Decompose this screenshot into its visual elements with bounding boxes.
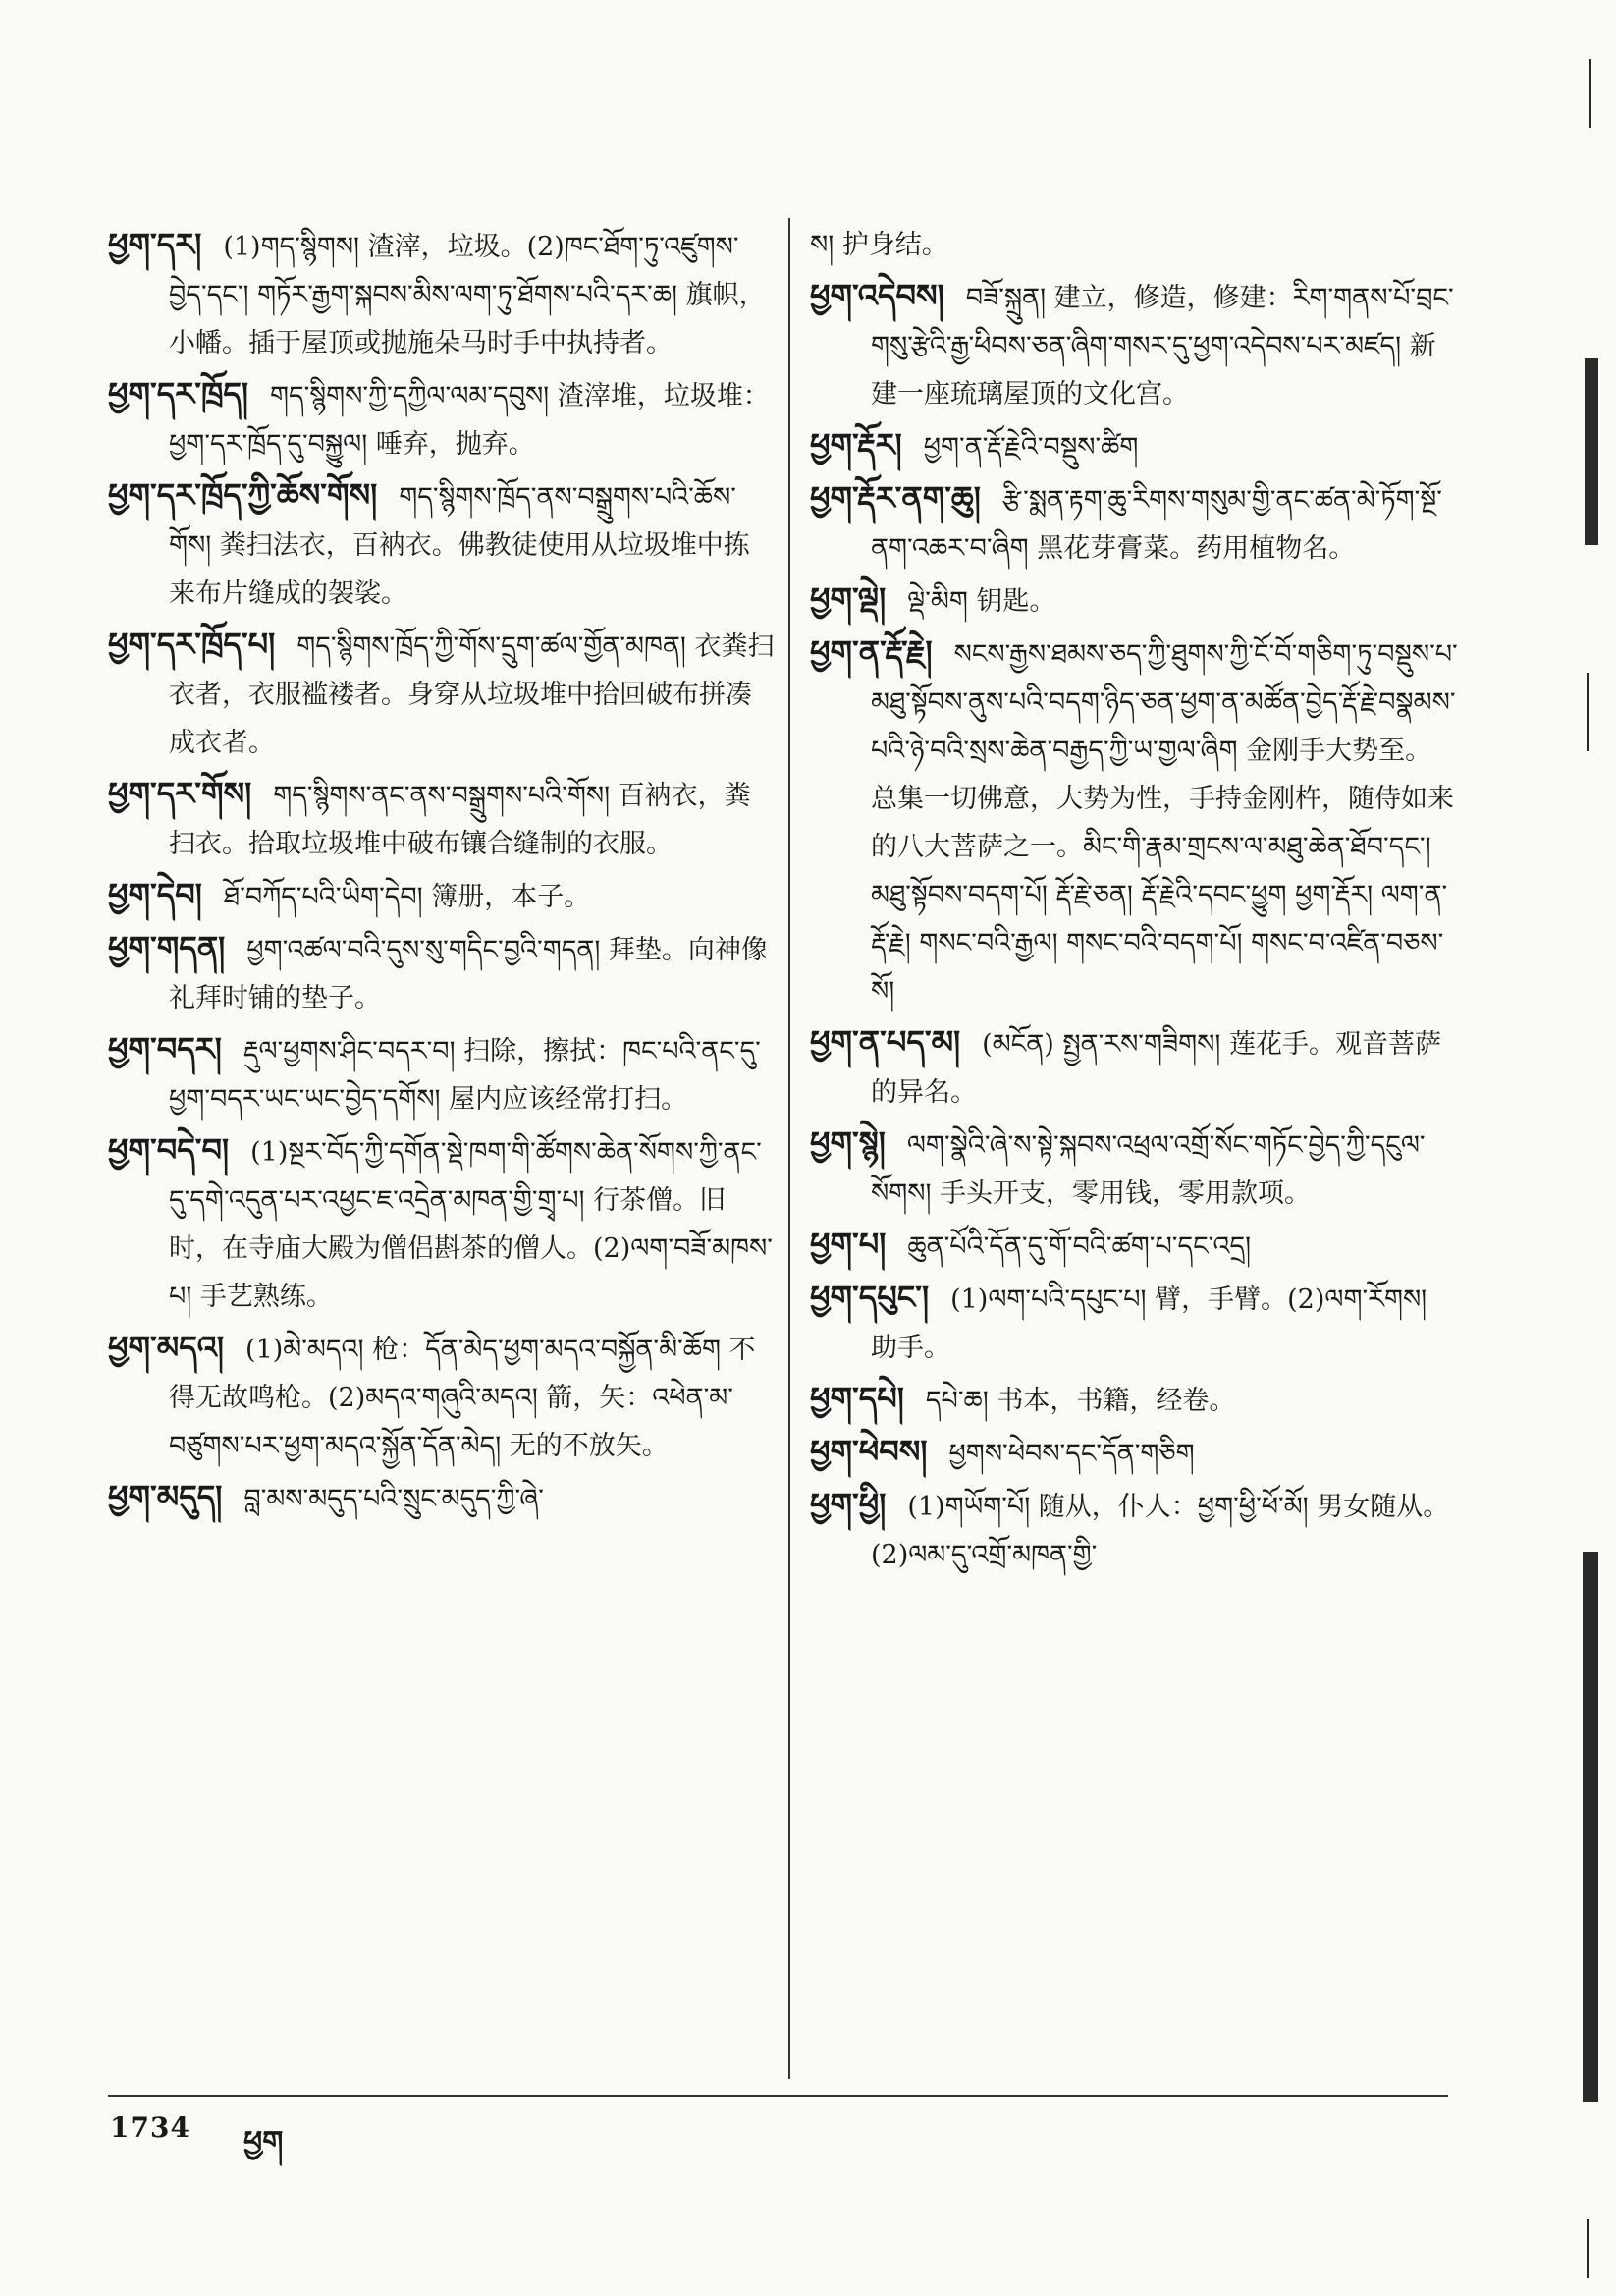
dictionary-entry xyxy=(810,1018,1458,1117)
headword: ཕྱག་དར། xyxy=(108,226,202,263)
definition: ཐོ་བཀོད་པའི་ཡིག་དེབ། 簿册，本子。 xyxy=(223,882,591,912)
dictionary-entry xyxy=(108,871,776,921)
dictionary-entry xyxy=(810,629,1458,1015)
definition: གད་སྙིགས་ཁྲོད་ནས་བསྒྲུགས་པའི་ཆོས་གོས། 粪扫法衣，百衲衣。佛教徒使用从垃圾堆中拣来布片缝成的袈裟。 xyxy=(169,482,750,609)
headword: ཕྱག་དཔུང་། xyxy=(810,1279,930,1316)
definition: (1)ལག་པའི་དཔུང་པ། 臂，手臂。(2)ལག་རོགས། 助手。 xyxy=(871,1285,1427,1363)
headword: ཕྱག་དེབ། xyxy=(108,876,202,913)
dictionary-entry xyxy=(108,924,776,1022)
definition: ལྡེ་མིག 钥匙。 xyxy=(907,586,1056,617)
definition: (1)སྔར་བོད་ཀྱི་དགོན་སྡེ་ཁག་གི་ཚོགས་ཆེན་སོགས་ཀྱི་ནང་དུ་དགེ་འདུན་པར་འཕྱང་ཇ་འདྲེན་མཁན་གྱི་གྲྭ་པ། 行茶僧。旧时，在寺庙大殿为僧侣斟茶的僧人。(2)ལག་བཟོ་མཁས་པ། 手艺熟练。 xyxy=(169,1137,773,1312)
headword: ཕྱག་དར་ཁྲོད་པ། xyxy=(108,626,276,663)
dictionary-entry xyxy=(108,770,776,868)
running-head: ཕྱག xyxy=(243,2125,284,2159)
headword: ཕྱག་དར་ཁྲོད་ཀྱི་ཆོས་གོས། xyxy=(108,476,378,514)
definition: (1)གད་སྙིགས། 渣滓，垃圾。(2)ཁང་ཐོག་ཏུ་འཛུགས་བྱེད་དང་། གཏོར་རྒྱག་སྐབས་མིས་ལག་ཏུ་ཐོགས་པའི་དར་ཆ། 旗帜，小幡。插于屋顶或抛施朵马时手中执持者。 xyxy=(169,232,766,358)
scan-edge-mark xyxy=(1589,59,1591,128)
headword: ཕྱག་ལྡེ། xyxy=(810,580,887,618)
headword: ཕྱག་འདེབས། xyxy=(810,277,944,314)
definition: རྩི་སྨན་རྟག་ཆུ་རིགས་གསུམ་གྱི་ནང་ཚན་མེ་ཏོག་སྔོ་ནག་འཆར་བ་ཞིག 黑花芽膏菜。药用植物名。 xyxy=(871,485,1442,564)
headword: ཕྱག་དཔེ། xyxy=(810,1380,904,1417)
headword: ཕྱག་དར་གོས། xyxy=(108,775,252,812)
definition: ལག་སྣེའི་ཞེ་ས་སྟེ་སྐབས་འཕྲལ་འགྲོ་སོང་གཏོང་བྱེད་ཀྱི་དངུལ་སོགས། 手头开支，零用钱，零用款项。 xyxy=(871,1130,1426,1209)
definition: རྡུལ་ཕྱགས་ཤིང་བདར་བ། 扫除，擦拭：ཁང་པའི་ནང་དུ་ཕྱག་བདར་ཡང་ཡང་བྱེད་དགོས། 屋内应该经常打扫。 xyxy=(169,1036,761,1115)
headword: ཕྱག་བདར། xyxy=(108,1030,222,1067)
dictionary-entry xyxy=(108,221,776,367)
definition: ཆུན་པོའི་དོན་དུ་གོ་བའི་ཚག་པ་དང་འདྲ། xyxy=(907,1231,1252,1262)
headword: ཕྱག་དར་ཁྲོད། xyxy=(108,375,248,412)
definition: གད་སྙིགས་ཀྱི་དཀྱིལ་ལམ་དབུས། 渣滓堆，垃圾堆：ཕྱག་དར་ཁྲོད་དུ་བསྐྱུལ། 唾弃，抛弃。 xyxy=(169,381,770,460)
dictionary-entry xyxy=(810,575,1458,626)
headword: ཕྱག་སྙེ། xyxy=(810,1124,886,1162)
definition: (1)གཡོག་པོ། 随从，仆人：ཕྱག་ཕྱི་ཕོ་མོ། 男女随从。(2)ལམ་དུ་འགྲོ་མཁན་གྱི་ xyxy=(871,1492,1450,1570)
headword: ཕྱག་ཕྱི། xyxy=(810,1486,887,1523)
definition: ཕྱག་ན་རྡོ་རྗེའི་བསྡུས་ཚིག xyxy=(923,432,1139,463)
dictionary-entry-continued xyxy=(810,221,1458,269)
scan-edge-mark xyxy=(1587,2219,1589,2278)
scan-edge-mark xyxy=(1585,358,1598,545)
headword: ཕྱག་ན་རྡོ་རྗེ། xyxy=(810,633,933,671)
headword: ཕྱག་པ། xyxy=(810,1226,887,1263)
dictionary-entry xyxy=(810,1120,1458,1218)
definition: (མངོན) སྤྱན་རས་གཟིགས། 莲花手。观音菩萨的异名。 xyxy=(871,1029,1441,1108)
page-number: 1734 xyxy=(110,2111,190,2144)
dictionary-entry xyxy=(108,1025,776,1123)
definition: དཔེ་ཆ། 书本，书籍，经卷。 xyxy=(925,1386,1236,1416)
headword: ཕྱག་མདའ། xyxy=(108,1329,225,1366)
footer-rule xyxy=(108,2095,1448,2097)
definition: བཟོ་སྐྲུན། 建立，修造，修建：རིག་གནས་པོ་བྲང་གསུ་རྩེའི་རྒྱ་ཕིབས་ཅན་ཞིག་གསར་དུ་ཕྱག་འདེབས་པར་མཛད། 新建一座琉璃屋顶的文化宫。 xyxy=(871,283,1454,410)
headword: ཕྱག་བདེ་བ། xyxy=(108,1131,230,1169)
definition: ཕྱག་འཚལ་བའི་དུས་སུ་གདིང་བྱའི་གདན། 拜垫。向神像礼拜时铺的垫子。 xyxy=(169,935,768,1013)
dictionary-entry xyxy=(810,1428,1458,1478)
headword: ཕྱག་རྡོར་ནག་ཆུ། xyxy=(810,479,981,517)
definition: ས། 护身结。 xyxy=(810,230,948,260)
dictionary-entry xyxy=(810,421,1458,471)
dictionary-entry xyxy=(108,370,776,468)
definition: ཕྱགས་ཕེབས་དང་དོན་གཅིག xyxy=(948,1439,1195,1469)
scan-edge-mark xyxy=(1583,1552,1598,2102)
scan-edge-mark xyxy=(1587,673,1589,751)
left-column xyxy=(108,221,776,1526)
dictionary-entry xyxy=(810,1375,1458,1425)
dictionary-entry xyxy=(108,1126,776,1321)
right-column xyxy=(810,221,1458,1582)
dictionary-entry xyxy=(810,272,1458,418)
headword: ཕྱག་གདན། xyxy=(108,929,226,966)
dictionary-entry xyxy=(810,1221,1458,1271)
column-divider xyxy=(788,218,790,2079)
definition: (1)མེ་མདའ། 枪：དོན་མེད་ཕྱག་མདའ་བསྐྱོན་མི་ཆོག 不得无故鸣枪。(2)མདའ་གཞུའི་མདའ། 箭，矢：འཕེན་མ་བཙུགས་པར་ཕྱག་མདའ་སྐྱོན་དོན་མེད། 无的不放矢。 xyxy=(169,1335,756,1461)
dictionary-entry xyxy=(810,474,1458,573)
definition: སངས་རྒྱས་ཐམས་ཅད་ཀྱི་ཐུགས་ཀྱི་ངོ་བོ་གཅིག་ཏུ་བསྡུས་པ་མཐུ་སྟོབས་ནུས་པའི་བདག་ཉིད་ཅན་ཕྱག་ན་མཚོན་བྱེད་རྡོ་རྗེ་བསྣམས་པའི་ཉེ་བའི་སྲས་ཆེན་བརྒྱད་ཀྱི་ཡ་གྱལ་ཞིག 金刚手大势至。总集一切佛意，大势为性，手持金刚杵，随侍如来的八大菩萨之一。མིང་གི་རྣམ་གྲངས་ལ་མཐུ་ཆེན་ཐོབ་དང་། མཐུ་སྟོབས་བདག་པོ། རྡོ་རྗེ་ཅན། རྡོ་རྗེའི་དབང་ཕྱུག ཕྱག་རྡོར། ལག་ན་རྡོ་རྗེ། གསང་བའི་རྒྱལ། གསང་བའི་བདག་པོ། གསང་བ་འཛིན་བཅས་སོ། xyxy=(871,639,1458,1007)
definition: བླ་མས་མདུད་པའི་སྲུང་མདུད་ཀྱི་ཞེ་ xyxy=(243,1484,544,1514)
dictionary-entry xyxy=(810,1274,1458,1372)
dictionary-entry xyxy=(810,1481,1458,1579)
headword: ཕྱག་ཕེབས། xyxy=(810,1433,928,1470)
definition: གད་སྙིགས་ཁྲོད་ཀྱི་གོས་དྲུག་ཚལ་གྱོན་མཁན། 衣粪扫衣者，衣服褴褛者。身穿从垃圾堆中拾回破布拼凑成衣者。 xyxy=(169,631,775,758)
headword: ཕྱག་རྡོར། xyxy=(810,426,902,464)
headword: ཕྱག་ན་པད་མ། xyxy=(810,1023,961,1061)
dictionary-entry xyxy=(108,471,776,618)
dictionary-entry xyxy=(108,1324,776,1470)
headword: ཕྱག་མདུད། xyxy=(108,1478,223,1515)
definition: གད་སྙིགས་ནང་ནས་བསྒྲུགས་པའི་གོས། 百衲衣，粪扫衣。拾取垃圾堆中破布镶合缝制的衣服。 xyxy=(169,781,751,859)
dictionary-entry xyxy=(108,1473,776,1523)
dictionary-entry xyxy=(108,621,776,767)
